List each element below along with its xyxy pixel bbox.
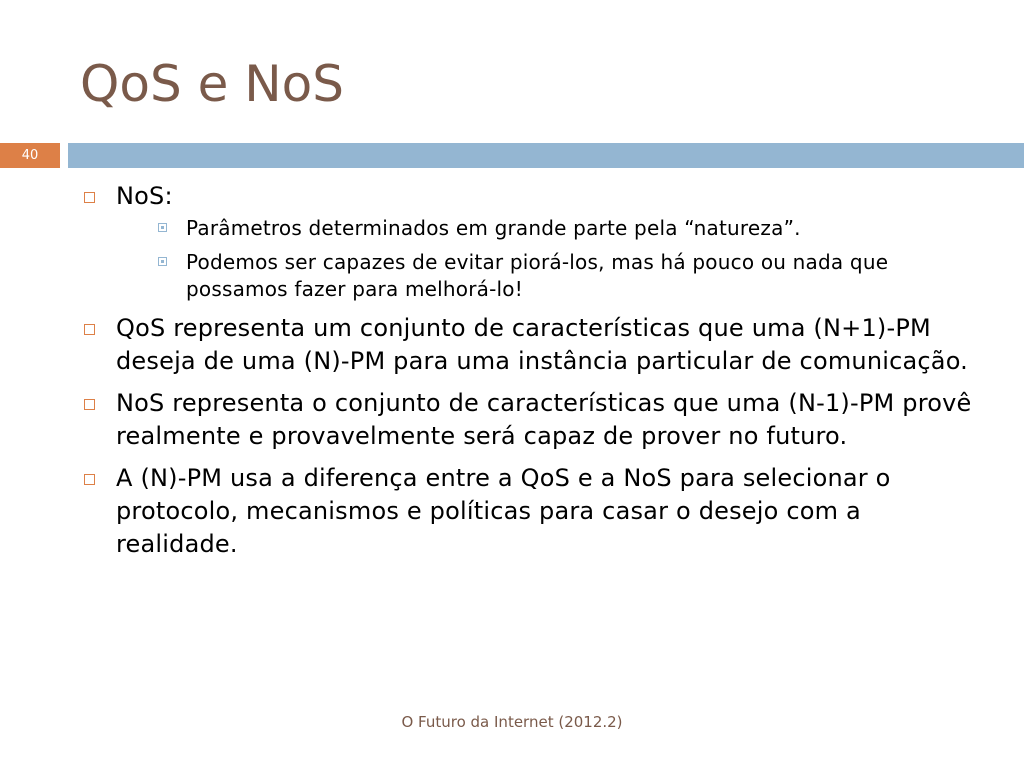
- bullet-text: NoS representa o conjunto de características que uma (N-1)-PM provê realmente e provavelmente será capaz de prover no futuro.: [116, 389, 972, 450]
- slide-footer: O Futuro da Internet (2012.2): [401, 713, 623, 731]
- square-bullet-icon: [84, 474, 95, 485]
- slide-title: QoS e NoS: [80, 55, 344, 113]
- sub-bullet-text: Podemos ser capazes de evitar piorá-los, mas há pouco ou nada que possamos fazer para melhorá-lo!: [186, 250, 889, 301]
- sub-bullet-item: [152, 215, 972, 242]
- title-divider-bar: [68, 143, 1024, 168]
- bullet-item: [82, 462, 972, 561]
- bullet-item: [82, 180, 972, 303]
- slide-body: [82, 180, 972, 570]
- square-bullet-icon: [84, 324, 95, 335]
- bullet-text: QoS representa um conjunto de características que uma (N+1)-PM deseja de uma (N)-PM para uma instância particular de comunicação.: [116, 314, 968, 375]
- filled-square-bullet-icon: [158, 223, 167, 232]
- bullet-item: [82, 312, 972, 378]
- square-bullet-icon: [84, 399, 95, 410]
- bullet-text: A (N)-PM usa a diferença entre a QoS e a NoS para selecionar o protocolo, mecanismos e políticas para casar o desejo com a realidade.: [116, 464, 891, 558]
- sub-bullet-item: [152, 249, 972, 303]
- sub-bullet-list: [152, 215, 972, 303]
- bullet-item: [82, 387, 972, 453]
- square-bullet-icon: [84, 192, 95, 203]
- filled-square-bullet-icon: [158, 257, 167, 266]
- bullet-text: NoS:: [116, 182, 173, 210]
- slide-number-badge: 40: [0, 143, 60, 168]
- sub-bullet-text: Parâmetros determinados em grande parte pela “natureza”.: [186, 216, 801, 240]
